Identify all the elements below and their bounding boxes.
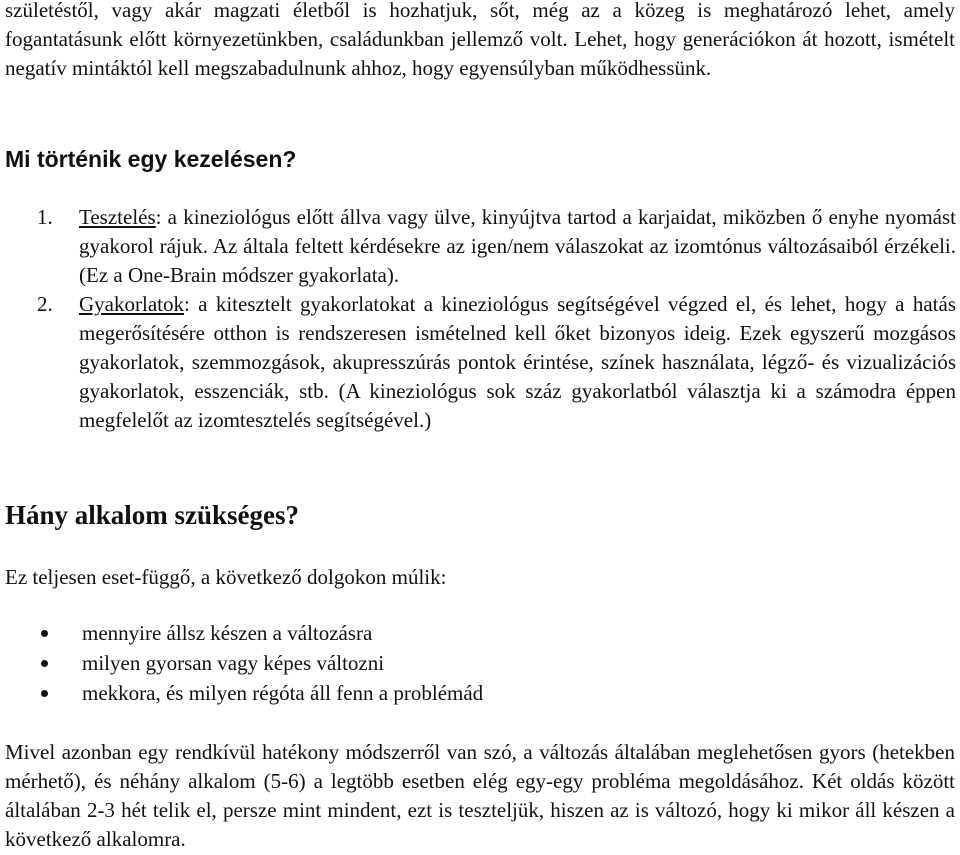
item-number: 1. — [37, 205, 53, 229]
heading-treatment: Mi történik egy kezelésen? — [5, 146, 297, 172]
bullet-item — [41, 678, 941, 708]
item-term: Gyakorlatok — [79, 292, 184, 316]
bullet-dot-icon — [41, 660, 48, 667]
closing-paragraph: Mivel azonban egy rendkívül hatékony módszerről van szó, a változás általában meglehetősen gyors (hetekben mérhető), és néhány alkalom (5-6) a legtöbb esetben elég egy-egy probléma megoldásához. Két oldás között általában 2-3 hét telik el, persze mint mindent, ezt is teszteljük, hiszen az is változó, hogy ki mikor áll készen a következő alkalomra. — [5, 740, 955, 851]
bullet-text: mennyire állsz készen a változásra — [82, 621, 373, 645]
bullet-text: milyen gyorsan vagy képes változni — [82, 651, 385, 675]
heading-sessions: Hány alkalom szükséges? — [5, 500, 300, 530]
bullet-text: mekkora, és milyen régóta áll fenn a problémád — [82, 681, 484, 705]
lead-paragraph: Ez teljesen eset-függő, a következő dolgokon múlik: — [5, 565, 447, 589]
item-number: 2. — [37, 292, 53, 316]
intro-paragraph: születéstől, vagy akár magzati életből is hozhatjuk, sőt, még az a közeg is meghatározó lehet, amely fogantatásunk előtt környezetünkben, családunkban jellemző volt. Lehet, hogy generációkon át hozott, ismételt negatív mintáktól kell megszabadulnunk ahhoz, hogy egyensúlyban működhessünk. — [5, 0, 955, 80]
item-term: Tesztelés — [79, 205, 156, 229]
bullet-dot-icon — [41, 690, 48, 697]
item-text: : a kineziológus előtt állva vagy ülve, kinyújtva tartod a karjaidat, miközben ő enyhe nyomást gyakorol rájuk. Az általa feltett kérdésekre az igen/nem válaszokat az izomtónus változásaiból érzékeli. (Ez a One-Brain módszer gyakorlata). — [79, 205, 956, 287]
list-item — [37, 290, 956, 435]
bullet-item — [41, 618, 941, 648]
bullet-item — [41, 648, 941, 678]
bullet-list — [41, 618, 941, 708]
numbered-list — [37, 203, 956, 435]
list-item — [37, 203, 956, 290]
bullet-dot-icon — [41, 630, 48, 637]
item-text: : a kitesztelt gyakorlatokat a kineziológus segítségével végzed el, és lehet, hogy a hatás megerősítésére otthon is rendszeresen ismételned kell őket bizonyos ideig. Ezek egyszerű mozgásos gyakorlatok, szemmozgások, akupresszúrás pontok érintése, színek használata, légző- és vizualizációs gyakorlatok, esszenciák, stb. (A kineziológus sok száz gyakorlatból választja ki a számodra éppen megfelelőt az izomtesztelés segítségével.) — [79, 292, 956, 432]
